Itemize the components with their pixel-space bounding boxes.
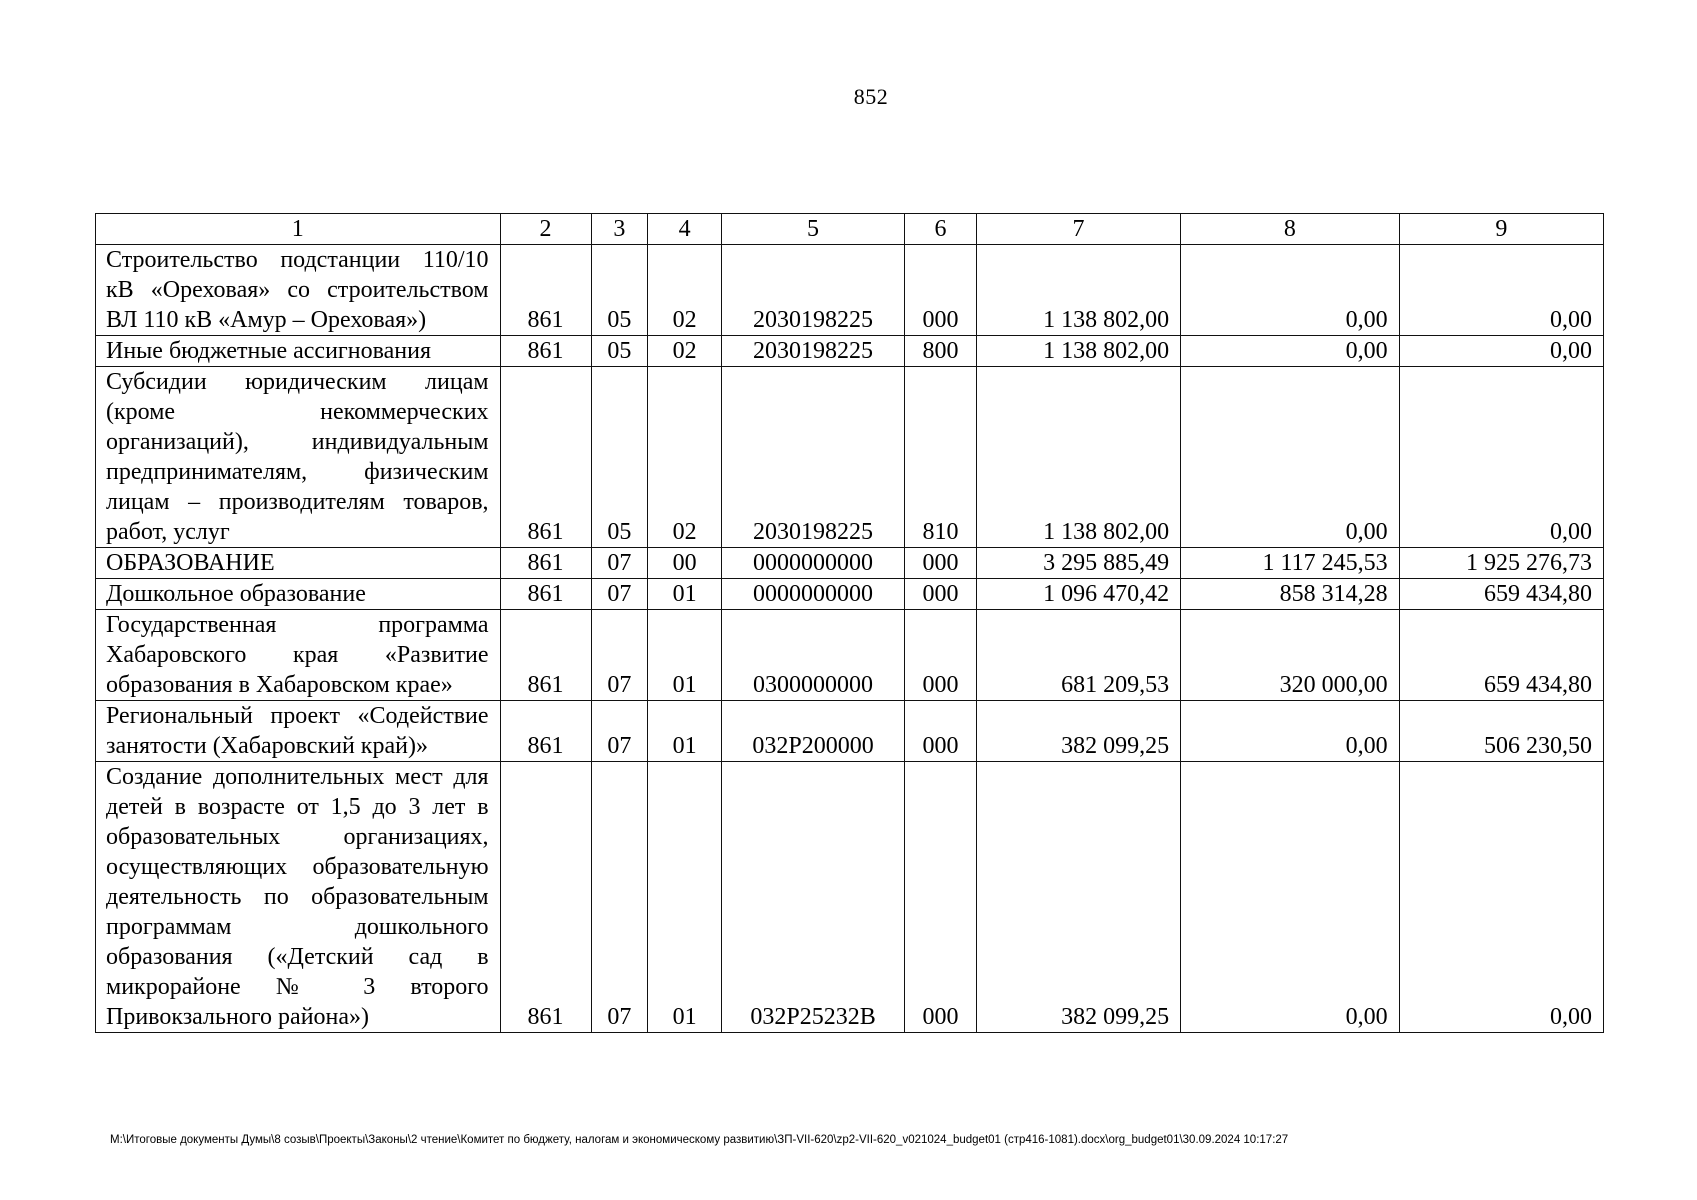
amount-col-9: 0,00 (1399, 245, 1603, 336)
code-expense-type: 000 (905, 579, 977, 610)
amount-col-9: 506 230,50 (1399, 701, 1603, 762)
code-subsection: 02 (648, 336, 722, 367)
table-header-row (96, 214, 1604, 245)
code-section: 05 (591, 336, 648, 367)
code-ministry: 861 (500, 336, 591, 367)
code-expense-type: 800 (905, 336, 977, 367)
code-section: 05 (591, 367, 648, 548)
code-ministry: 861 (500, 245, 591, 336)
amount-col-7: 681 209,53 (976, 610, 1180, 701)
code-subsection: 01 (648, 701, 722, 762)
table-body (96, 214, 1604, 1033)
code-expense-type: 000 (905, 610, 977, 701)
amount-col-9: 659 434,80 (1399, 610, 1603, 701)
row-description: Строительство подстанции 110/10 кВ «Ореховая» со строительством ВЛ 110 кВ «Амур – Ореховая») (96, 245, 501, 336)
code-section: 05 (591, 245, 648, 336)
row-description: Дошкольное образование (96, 579, 501, 610)
amount-col-9: 0,00 (1399, 336, 1603, 367)
table-row (96, 701, 1604, 762)
amount-col-9: 659 434,80 (1399, 579, 1603, 610)
column-header: 2 (500, 214, 591, 245)
column-header: 6 (905, 214, 977, 245)
code-ministry: 861 (500, 367, 591, 548)
code-ministry: 861 (500, 548, 591, 579)
amount-col-7: 1 138 802,00 (976, 367, 1180, 548)
code-expense-type: 810 (905, 367, 977, 548)
amount-col-9: 0,00 (1399, 762, 1603, 1033)
table-row (96, 367, 1604, 548)
amount-col-9: 1 925 276,73 (1399, 548, 1603, 579)
row-description: Государственная программа Хабаровского края «Развитие образования в Хабаровском крае» (96, 610, 501, 701)
code-ministry: 861 (500, 762, 591, 1033)
code-subsection: 01 (648, 610, 722, 701)
table-row (96, 548, 1604, 579)
code-section: 07 (591, 701, 648, 762)
code-target-article: 2030198225 (722, 245, 905, 336)
row-description: Региональный проект «Содействие занятости (Хабаровский край)» (96, 701, 501, 762)
code-section: 07 (591, 548, 648, 579)
code-target-article: 032P25232B (722, 762, 905, 1033)
amount-col-7: 3 295 885,49 (976, 548, 1180, 579)
amount-col-7: 1 096 470,42 (976, 579, 1180, 610)
code-subsection: 01 (648, 762, 722, 1033)
code-ministry: 861 (500, 610, 591, 701)
code-expense-type: 000 (905, 701, 977, 762)
amount-col-8: 0,00 (1181, 762, 1399, 1033)
code-target-article: 2030198225 (722, 367, 905, 548)
code-target-article: 032P200000 (722, 701, 905, 762)
table-row (96, 336, 1604, 367)
table-row (96, 579, 1604, 610)
amount-col-7: 382 099,25 (976, 762, 1180, 1033)
table-row (96, 245, 1604, 336)
column-header: 4 (648, 214, 722, 245)
code-expense-type: 000 (905, 762, 977, 1033)
code-ministry: 861 (500, 579, 591, 610)
code-target-article: 2030198225 (722, 336, 905, 367)
code-target-article: 0000000000 (722, 579, 905, 610)
code-target-article: 0300000000 (722, 610, 905, 701)
amount-col-8: 0,00 (1181, 367, 1399, 548)
code-target-article: 0000000000 (722, 548, 905, 579)
code-subsection: 02 (648, 367, 722, 548)
code-section: 07 (591, 610, 648, 701)
column-header: 1 (96, 214, 501, 245)
table-row (96, 762, 1604, 1033)
row-description: Субсидии юридическим лицам (кроме некоммерческих организаций), индивидуальным предпринимателям, физическим лицам – производителям товаров, работ, услуг (96, 367, 501, 548)
page-number: 852 (853, 84, 889, 109)
code-ministry: 861 (500, 701, 591, 762)
column-header: 3 (591, 214, 648, 245)
code-expense-type: 000 (905, 548, 977, 579)
budget-table (95, 213, 1604, 1033)
code-subsection: 01 (648, 579, 722, 610)
amount-col-8: 0,00 (1181, 701, 1399, 762)
code-expense-type: 000 (905, 245, 977, 336)
amount-col-7: 382 099,25 (976, 701, 1180, 762)
amount-col-8: 858 314,28 (1181, 579, 1399, 610)
row-description: Создание дополнительных мест для детей в возрасте от 1,5 до 3 лет в образовательных организациях, осуществляющих образовательную деятельность по образовательным программам дошкольного образования («Детский сад в микрорайоне № 3 второго Привокзального района») (96, 762, 501, 1033)
amount-col-8: 1 117 245,53 (1181, 548, 1399, 579)
column-header: 9 (1399, 214, 1603, 245)
file-path-footer: M:\Итоговые документы Думы\8 созыв\Проекты\Законы\2 чтение\Комитет по бюджету, налогам и экономическому развитию\ЗП-VII-620\zp2-VII-620_v021024_budget01 (стр416-1081).docx\org_budget01\30.09.2024 10:17:27 (110, 1134, 1289, 1146)
amount-col-7: 1 138 802,00 (976, 245, 1180, 336)
row-description: Иные бюджетные ассигнования (96, 336, 501, 367)
code-section: 07 (591, 762, 648, 1033)
code-subsection: 00 (648, 548, 722, 579)
amount-col-8: 320 000,00 (1181, 610, 1399, 701)
code-subsection: 02 (648, 245, 722, 336)
amount-col-9: 0,00 (1399, 367, 1603, 548)
table-row (96, 610, 1604, 701)
column-header: 5 (722, 214, 905, 245)
amount-col-7: 1 138 802,00 (976, 336, 1180, 367)
code-section: 07 (591, 579, 648, 610)
column-header: 8 (1181, 214, 1399, 245)
amount-col-8: 0,00 (1181, 245, 1399, 336)
column-header: 7 (976, 214, 1180, 245)
row-description: ОБРАЗОВАНИЕ (96, 548, 501, 579)
amount-col-8: 0,00 (1181, 336, 1399, 367)
